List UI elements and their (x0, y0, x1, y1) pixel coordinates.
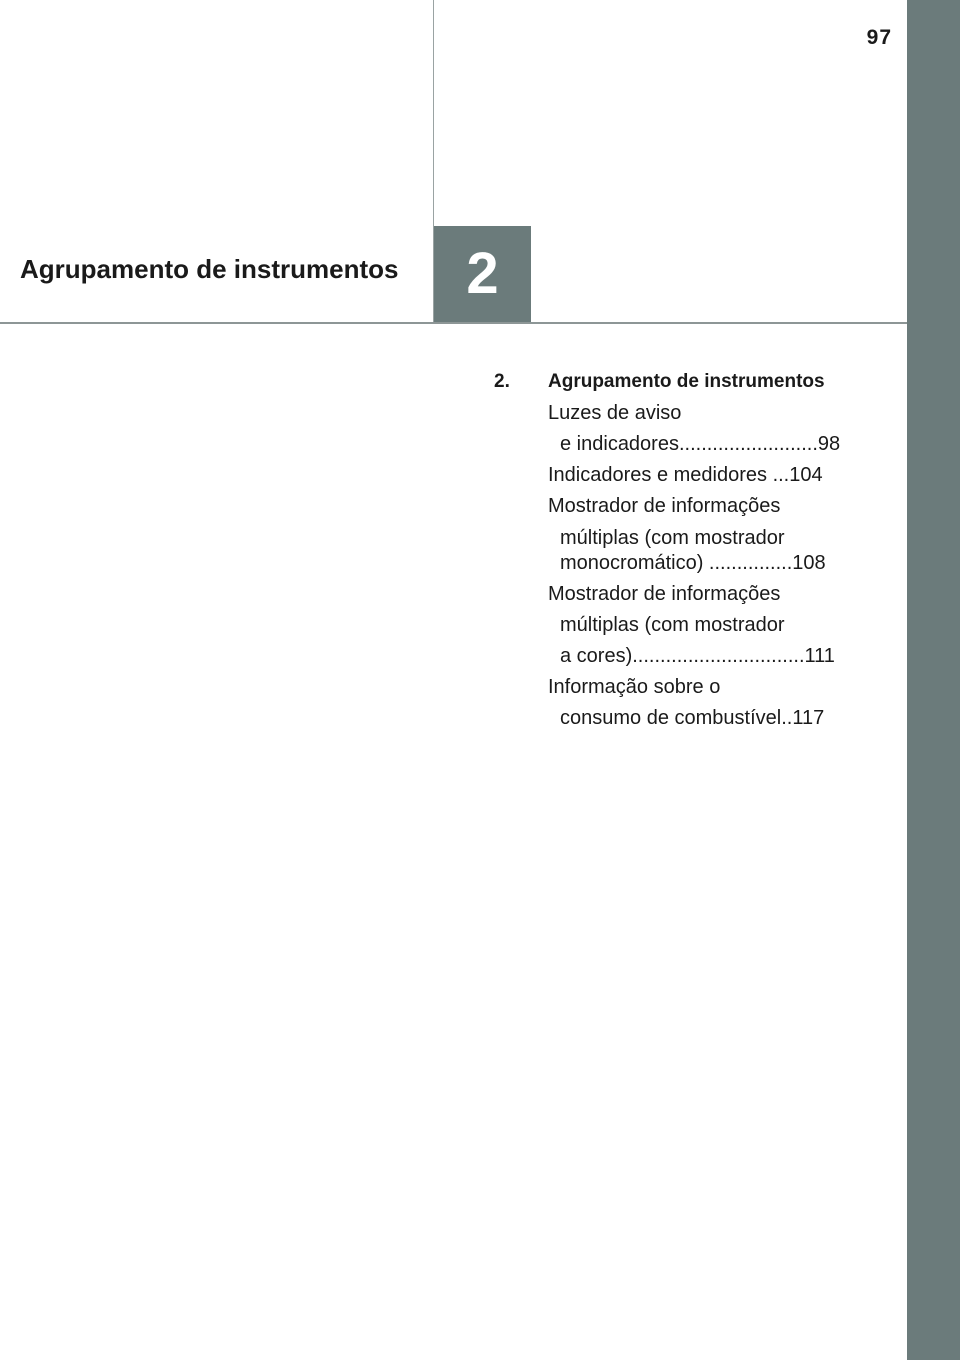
toc-entry-mostrador-cores-cont[interactable]: múltiplas (com mostrador (560, 614, 785, 636)
section-title: Agrupamento de instrumentos (20, 254, 399, 284)
toc-heading-number: 2. (494, 371, 510, 392)
toc-entry-mostrador-mono-cont[interactable]: múltiplas (com mostrador (560, 527, 785, 549)
toc-entry-mostrador-mono-cont2[interactable]: monocromático) ...............108 (560, 552, 826, 574)
toc-entry-luzes-de-aviso-cont[interactable]: e indicadores.........................98 (560, 433, 841, 455)
toc-entry-indicadores-medidores[interactable]: Indicadores e medidores ...104 (548, 464, 823, 486)
toc-entry-consumo[interactable]: Informação sobre o (548, 676, 721, 698)
chapter-number: 2 (466, 241, 499, 306)
side-tab-bar (907, 0, 960, 1360)
toc-entry-luzes-de-aviso[interactable]: Luzes de aviso (548, 402, 682, 424)
chapter-box (434, 226, 531, 322)
toc-entry-mostrador-mono[interactable]: Mostrador de informações (548, 495, 781, 517)
toc-heading-title[interactable]: Agrupamento de instrumentos (548, 371, 825, 392)
toc-entry-consumo-cont[interactable]: consumo de combustível..117 (560, 707, 825, 729)
horizontal-divider (0, 322, 907, 324)
toc-entry-mostrador-cores[interactable]: Mostrador de informações (548, 583, 781, 605)
page-number: 97 (866, 26, 892, 49)
toc-entry-mostrador-cores-cont2[interactable]: a cores)...............................111 (560, 645, 835, 667)
